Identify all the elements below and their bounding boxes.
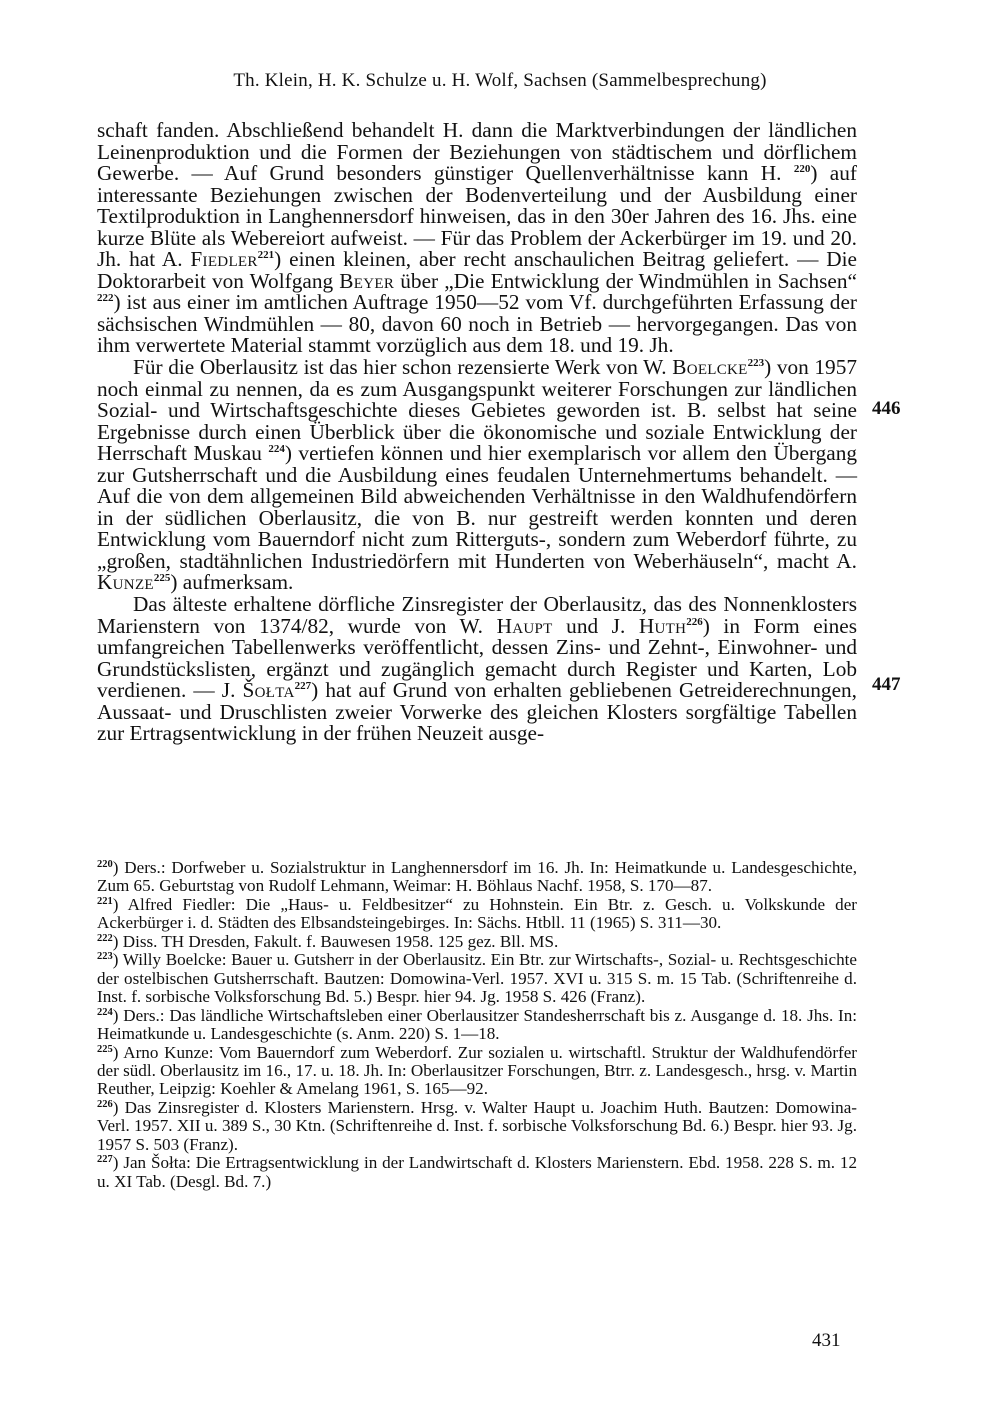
footnotes (97, 859, 857, 1191)
footnote-ref[interactable]: 227 (294, 680, 312, 693)
author-name: Boelcke (672, 355, 748, 380)
page-number: 431 (812, 1330, 841, 1351)
footnote-ref[interactable]: 223 (747, 357, 765, 370)
running-head: Th. Klein, H. K. Schulze u. H. Wolf, Sachsen (Sammelbesprechung) (233, 70, 767, 91)
footnote: $^{224}$) Ders.: Das ländliche Wirtschaftsleben einer Oberlausitzer Standesherrschaft bis z. Ausgange d. 18. Jhs. In: Heimatkunde u. Landesgeschichte (s. Anm. 220) S. 1—18. (97, 1005, 858, 1044)
author-name: Šołta (242, 678, 295, 703)
footnote: $^{227}$) Jan Šołta: Die Ertragsentwicklung in der Landwirtschaft d. Klosters Marienstern. Ebd. 1958. 228 S. m. 12 u. XI Tab. (Desgl. Bd. 7.) (97, 1153, 857, 1191)
paragraph-1: schaft fanden. Abschließend behandelt H. dann die Marktverbindungen der ländlichen Leinenproduktion und die Formen der Beziehungen von städtischem und dörflichem Gewerbe. — Auf Grund besonders günstiger Quellenverhältnisse kann H. $^{220}$) auf interessante Beziehungen zwischen der Bodenverteilung und der Ausbildung einer Textilproduktion in Langhennersdorf hinweisen, das in den 30er Jahren des 16. Jhs. eine kurze Blüte als Webereiort aufweist. — Für das Problem der Ackerbürger im 19. und 20. Jh. hat A. Fiedler$^{221}$) einen kleinen, aber recht anschaulichen Beitrag geliefert. — Die Doktorarbeit von Wolfgang Beyer über „Die Entwicklung der Windmühlen in Sachsen“ $^{222}$) ist aus einer im amtlichen Auftrage 1950—52 vom Vf. durchgeführten Erfassung der sächsischen Windmühlen — 80, davon 60 noch in Betrieb — hervorgegangen. Das von ihm verwertete Material stammt vorzüglich aus dem 18. und 19. Jh. (97, 118, 858, 358)
margin-number: 447 (872, 674, 901, 695)
footnote: $^{223}$) Willy Boelcke: Bauer u. Gutsherr in der Oberlausitz. Ein Btr. zur Wirtschafts-, Sozial- u. Rechtsgeschichte der ostelbischen Gutsherrschaft. Bautzen: Domowina-Verl. 1957. XVI u. 315 S. m. 15 Tab. (Schriftenreihe d. Inst. f. sorbische Volksforschung Bd. 5.) Bespr. hier 94. Jg. 1958 S. 426 (Franz). (97, 950, 857, 1007)
author-name: Haupt (496, 613, 553, 638)
footnote: $^{225}$) Arno Kunze: Vom Bauerndorf zum Weberdorf. Zur sozialen u. wirtschaftl. Struktur der Waldhufendörfer der südl. Oberlausitz im 16., 17. u. 18. Jh. In: Oberlausitzer Forschungen, Btrr. z. Landesgesch., hrsg. v. Martin Reuther, Leipzig: Koehler & Amelang 1961, S. 165—92. (97, 1042, 857, 1099)
author-name: Fiedler (190, 247, 258, 272)
author-name: Beyer (339, 268, 395, 293)
footnote-ref[interactable]: 224 (268, 443, 285, 456)
footnote-ref[interactable]: 226 (686, 615, 703, 628)
author-name: Kunze (97, 570, 154, 595)
footnote: $^{226}$) Das Zinsregister d. Klosters Marienstern. Hrsg. v. Walter Haupt u. Joachim Huth. Bautzen: Domowina-Verl. 1957. XII u. 389 S., 30 Ktn. (Schriftenreihe d. Inst. f. sorbische Volksforschung Bd. 6.) Bespr. hier 93. Jg. 1957 S. 503 (Franz). (97, 1097, 857, 1154)
paragraph-2: Für die Oberlausitz ist das hier schon rezensierte Werk von W. Boelcke$^{223}$) von 1957 noch einmal zu nennen, da es zum Ausgangspunkt weiterer Forschungen zur ländlichen Sozial- und Wirtschaftsgeschichte dieses Gebietes geworden ist. B. selbst hat seine Ergebnisse durch einen Überblick über die ökonomische und soziale Entwicklung der Herrschaft Muskau $^{224}$) vertiefen können und hier exemplarisch vor allem den Übergang zur Gutsherrschaft und die Ausbildung eines feudalen Unternehmertums behandelt. — Auf die von dem allgemeinen Bild abweichenden Verhältnisse in den Waldhufendörfern in der südlichen Oberlausitz, die von B. nur gestreift werden konnten und deren Entwicklung vom Bauerndorf nicht zum Ritterguts-, sondern zum Weberdorf führte, zu „großen, stadtähnlichen Industriedörfern mit Hunderten von Weberhäuseln“, macht A. Kunze$^{225}$) aufmerksam. (97, 355, 857, 595)
margin-number: 446 (872, 398, 901, 419)
footnote-ref[interactable]: 220 (793, 163, 811, 176)
author-name: Huth (638, 613, 687, 638)
footnote: $^{221}$) Alfred Fiedler: Die „Haus- u. Feldbesitzer“ zu Hohnstein. Ein Btr. z. Gesch. u. Volkskunde der Ackerbürger i. d. Städten des Elbsandsteingebirges. In: Sächs. Htbll. 11 (1965) S. 311—30. (97, 894, 857, 933)
footnote-ref[interactable]: 222 (97, 292, 114, 305)
footnote: $^{220}$) Ders.: Dorfweber u. Sozialstruktur in Langhennersdorf im 16. Jh. In: Heimatkunde u. Landesgeschichte, Zum 65. Geburtstag von Rudolf Lehmann, Weimar: H. Böhlaus Nachf. 1958, S. 170—87. (97, 858, 857, 896)
footnote-ref[interactable]: 221 (257, 249, 275, 262)
main-text (97, 120, 857, 745)
paragraph-3: Das älteste erhaltene dörfliche Zinsregister der Oberlausitz, das des Nonnenklosters Marienstern von 1374/82, wurde von W. Haupt und J. Huth$^{226}$) in Form eines umfangreichen Tabellenwerks veröffentlicht, dessen Zins- und Zehnt-, Einwohner- und Grundstückslisten, ergänzt und zugänglich gemacht durch Register und Karten, Lob verdienen. — J. Šołta$^{227}$) hat auf Grund von erhalten gebliebenen Getreiderechnungen, Aussaat- und Druschlisten zweier Vorwerke des gleichen Klosters sorgfältige Tabellen zur Ertragsentwicklung in der frühen Neuzeit ausge- (97, 592, 858, 746)
footnote: $^{222}$) Diss. TH Dresden, Fakult. f. Bauwesen 1958. 125 gez. Bll. MS. (97, 931, 559, 951)
footnote-ref[interactable]: 225 (153, 572, 171, 585)
